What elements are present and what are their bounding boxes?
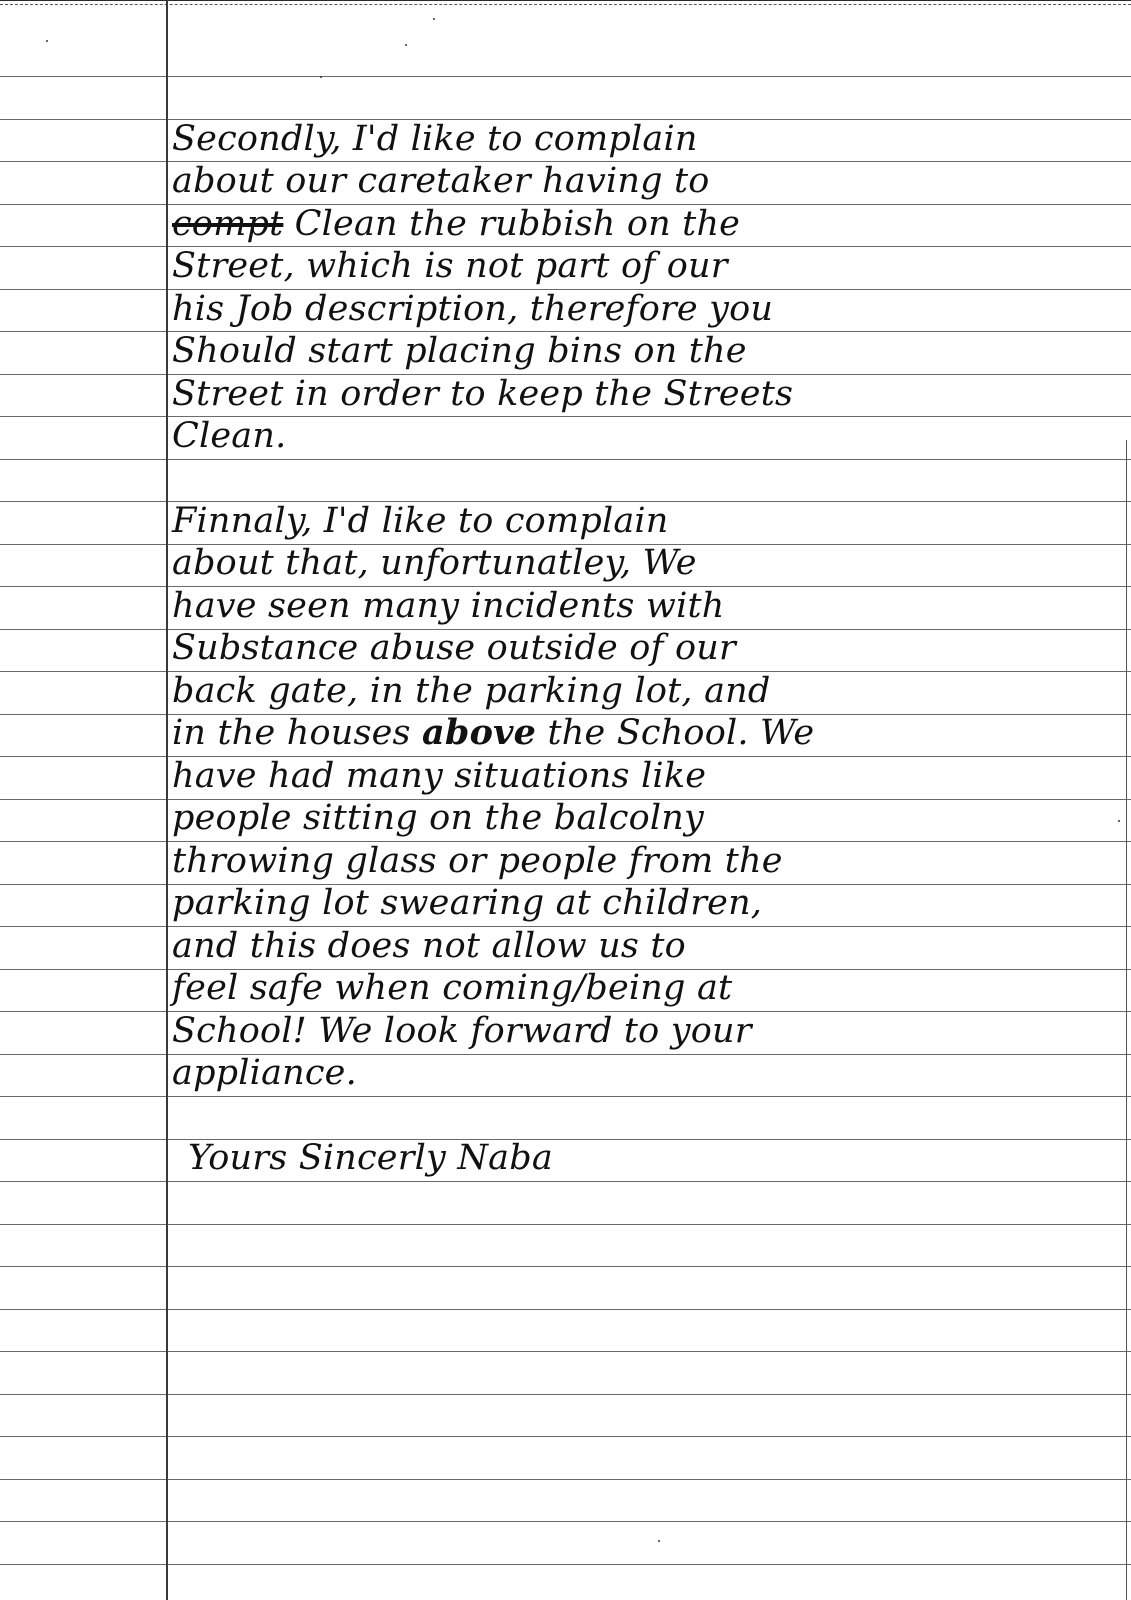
handwritten-letter <box>172 0 1122 1600</box>
emphasized-word: above <box>422 712 537 753</box>
letter-line: Should start placing bins on the <box>172 331 747 371</box>
letter-line: back gate, in the parking lot, and <box>172 671 771 711</box>
letter-line: Clean. <box>172 416 287 456</box>
letter-line: Substance abuse outside of our <box>172 628 736 668</box>
letter-line: have seen many incidents with <box>172 586 725 626</box>
letter-line: parking lot swearing at children, <box>172 883 763 923</box>
letter-line: have had many situations like <box>172 756 707 796</box>
letter-line: in the houses above the School. We <box>172 712 815 753</box>
letter-line: about that, unfortunatley, We <box>172 543 697 583</box>
letter-line: Finnaly, I'd like to complain <box>172 501 669 541</box>
page-right-edge <box>1126 440 1127 1600</box>
letter-line: appliance. <box>172 1053 357 1093</box>
signature-line: Yours Sincerly Naba <box>188 1138 553 1178</box>
letter-line: Street, which is not part of our <box>172 246 728 286</box>
letter-line: Secondly, I'd like to complain <box>172 119 698 159</box>
paper-speck <box>46 40 48 42</box>
letter-line: throwing glass or people from the <box>172 841 783 881</box>
letter-line: about our caretaker having to <box>172 161 710 201</box>
letter-line: Street in order to keep the Streets <box>172 374 794 414</box>
crossed-out-word: compt <box>172 204 284 244</box>
letter-line: School! We look forward to your <box>172 1011 752 1051</box>
margin-line <box>166 0 168 1600</box>
letter-line: his Job description, therefore you <box>172 289 774 329</box>
letter-line: compt Clean the rubbish on the <box>172 204 741 244</box>
letter-line: and this does not allow us to <box>172 926 686 966</box>
letter-line: people sitting on the balcolny <box>172 798 705 838</box>
letter-line: feel safe when coming/being at <box>172 968 733 1008</box>
